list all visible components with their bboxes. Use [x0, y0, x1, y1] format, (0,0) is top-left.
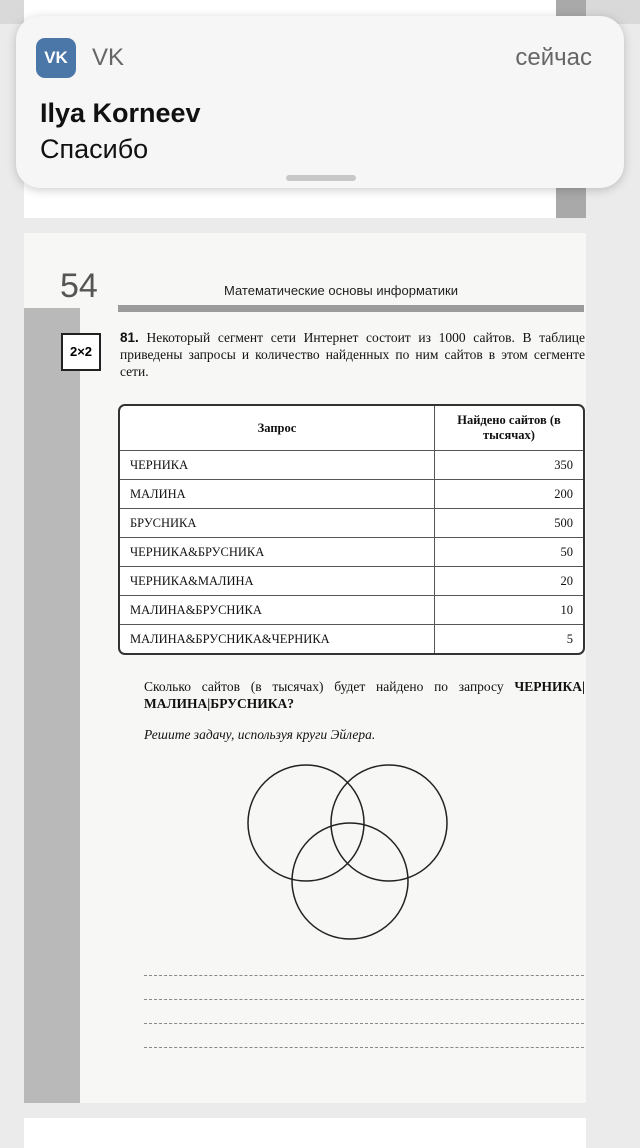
query-cell: МАЛИНА&БРУСНИКА — [120, 596, 435, 625]
answer-line — [144, 1023, 584, 1024]
question-text — [144, 678, 585, 712]
table-row — [120, 509, 583, 538]
header-rule — [118, 305, 584, 312]
query-cell: БРУСНИКА — [120, 509, 435, 538]
table-row — [120, 596, 583, 625]
vk-notification-banner[interactable] — [16, 16, 624, 188]
count-cell: 500 — [435, 509, 583, 538]
task-number: 81. — [120, 330, 139, 345]
euler-circles-diagram — [244, 763, 464, 943]
table-row — [120, 538, 583, 567]
task-text — [120, 329, 585, 380]
answer-line — [144, 1047, 584, 1048]
notification-app-name: VK — [92, 44, 125, 71]
notification-message: Спасибо — [40, 134, 149, 164]
count-cell: 350 — [435, 451, 583, 480]
count-cell: 200 — [435, 480, 583, 509]
notification-time: сейчас — [515, 44, 592, 71]
column-header-query: Запрос — [120, 406, 435, 451]
page-number: 54 — [60, 267, 98, 305]
notification-grabber-handle[interactable] — [286, 175, 356, 181]
query-cell: МАЛИНА — [120, 480, 435, 509]
page-header: Математические основы информатики — [224, 283, 458, 298]
count-cell: 50 — [435, 538, 583, 567]
table-row — [120, 625, 583, 653]
count-cell: 20 — [435, 567, 583, 596]
query-cell: МАЛИНА&БРУСНИКА&ЧЕРНИКА — [120, 625, 435, 653]
vk-logo-icon: VK — [36, 38, 76, 78]
textbook-page — [24, 233, 586, 1103]
next-page — [24, 1118, 586, 1148]
table-row — [120, 480, 583, 509]
notification-sender: Ilya Korneev — [40, 98, 201, 128]
difficulty-badge: 2×2 — [61, 333, 101, 371]
instruction-text: Решите задачу, используя круги Эйлера. — [144, 727, 376, 742]
page-margin-strip — [24, 308, 80, 1103]
table-row — [120, 567, 583, 596]
query-cell: ЧЕРНИКА — [120, 451, 435, 480]
column-header-count: Найдено сайтов (в тысячах) — [435, 406, 583, 451]
query-table — [118, 404, 585, 655]
query-cell: ЧЕРНИКА&МАЛИНА — [120, 567, 435, 596]
table-header-row — [120, 406, 583, 451]
question-body: Сколько сайтов (в тысячах) будет найдено по запросу — [144, 679, 504, 694]
table-row — [120, 451, 583, 480]
question-query: ЧЕРНИКА|МАЛИНА|БРУСНИКА? — [144, 679, 586, 711]
count-cell: 5 — [566, 631, 573, 646]
answer-line — [144, 999, 584, 1000]
query-cell: ЧЕРНИКА&БРУСНИКА — [120, 538, 435, 567]
count-cell: 10 — [435, 596, 583, 625]
answer-line — [144, 975, 584, 976]
task-body: Некоторый сегмент сети Интернет состоит из 1000 сайтов. В таблице приведены запросы и количество найденных по ним сайтов в этом сегменте сети. — [120, 330, 586, 379]
